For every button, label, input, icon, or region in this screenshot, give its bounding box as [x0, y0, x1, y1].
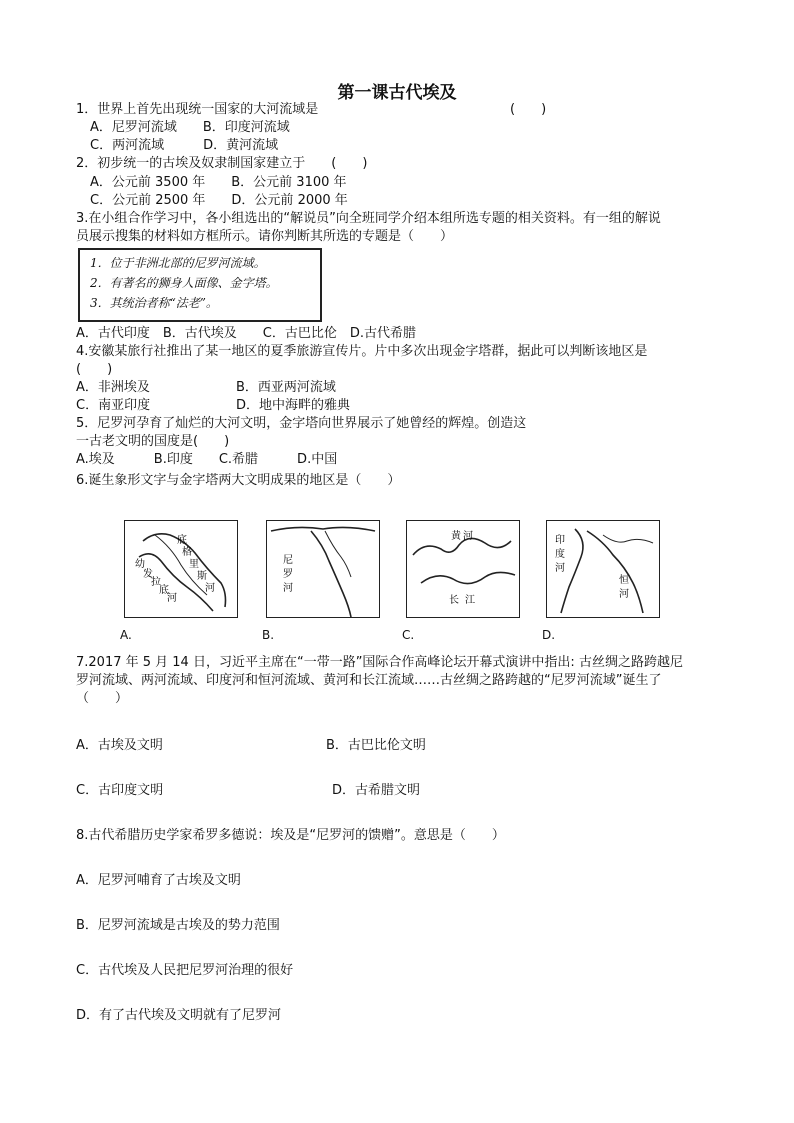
q4-option-c: C．南亚印度 [76, 398, 151, 413]
map-label-d: D. [542, 628, 556, 642]
q5-line1: 5．尼罗河孕育了灿烂的大河文明，金字塔向世界展示了她曾经的辉煌。创造这 [76, 416, 527, 431]
map-option-a [124, 520, 238, 618]
q7-option-b: B．古巴比伦文明 [326, 738, 426, 753]
q8-stem: 8.古代希腊历史学家希罗多德说：埃及是“尼罗河的馈赠”。意思是（ ） [76, 828, 505, 843]
q5-options: A.埃及 B.印度 C.希腊 D.中国 [76, 452, 338, 467]
page-title: 第一课古代埃及 [337, 83, 457, 103]
map-d-char: 恒 [619, 575, 629, 586]
map-a-char: 斯 [197, 571, 207, 582]
map-a-char: 发 [143, 569, 153, 580]
q4-option-d: D．地中海畔的雅典 [236, 398, 351, 413]
map-b-char: 尼 [283, 555, 293, 566]
map-c-char: 河 [463, 531, 473, 542]
q3-options: A．古代印度 B．古代埃及 C．古巴比伦 D.古代希腊 [76, 326, 417, 341]
q1-stem: 1．世界上首先出现统一国家的大河流域是 [76, 102, 319, 117]
q4-line1: 4.安徽某旅行社推出了某一地区的夏季旅游宣传片。片中多次出现金字塔群，据此可以判断该地区是 [76, 344, 648, 359]
map-d-char: 河 [555, 563, 565, 574]
q7-option-c: C．古印度文明 [76, 783, 164, 798]
q7-line1: 7.2017 年 5 月 14 日，习近平主席在“一带一路”国际合作高峰论坛开幕式演讲中指出: 古丝绸之路跨越尼 [76, 655, 683, 670]
q8-option-b: B．尼罗河流域是古埃及的势力范围 [76, 918, 280, 933]
q7-line2: 罗河流域、两河流域、印度河和恒河流域、黄河和长江流域……古丝绸之路跨越的“尼罗河流域”诞生了 [76, 673, 662, 688]
map-option-b [266, 520, 380, 618]
map-a-char: 底 [159, 585, 169, 596]
map-option-c [406, 520, 520, 618]
q7-line3: （ ） [76, 691, 129, 706]
q3-line2: 员展示搜集的材料如方框所示。请你判断其所选的专题是（ ） [76, 229, 454, 244]
map-a-char: 幼 [135, 559, 145, 570]
map-d-char: 河 [619, 589, 629, 600]
q6-stem: 6.诞生象形文字与金字塔两大文明成果的地区是（ ） [76, 473, 401, 488]
map-c-char: 长 [449, 595, 459, 606]
map-a-char: 拉 [151, 577, 161, 588]
q4-option-b: B．西亚两河流域 [236, 380, 336, 395]
q1-options-cd: C．两河流域 D．黄河流域 [90, 138, 279, 153]
q8-option-a: A．尼罗河哺育了古埃及文明 [76, 873, 241, 888]
map-b-char: 罗 [283, 569, 293, 580]
map-label-c: C. [402, 628, 415, 642]
q1-options-ab: A．尼罗河流域 B．印度河流域 [90, 120, 290, 135]
map-a-char: 河 [205, 583, 215, 594]
q2-stem: 2．初步统一的古埃及奴隶制国家建立于 ( ) [76, 156, 368, 171]
q2-options-cd: C．公元前 2500 年 D．公元前 2000 年 [90, 193, 348, 208]
map-c-drawing [407, 521, 519, 617]
map-option-d [546, 520, 660, 618]
map-a-char: 格 [182, 547, 192, 558]
q3-material-box [78, 248, 322, 322]
map-b-drawing [267, 521, 379, 617]
q8-option-c: C．古代埃及人民把尼罗河治理的很好 [76, 963, 294, 978]
map-label-b: B. [262, 628, 275, 642]
q3-box-line: 3．其统治者称“法老”。 [90, 296, 218, 310]
map-d-char: 印 [555, 535, 565, 546]
q2-options-ab: A．公元前 3500 年 B．公元前 3100 年 [90, 175, 347, 190]
q1-answer-paren: ( ) [510, 102, 547, 117]
q3-line1: 3.在小组合作学习中，各小组选出的“解说员”向全班同学介绍本组所选专题的相关资料。有一组的解说 [76, 211, 661, 226]
q3-box-line: 2．有著名的狮身人面像、金字塔。 [90, 276, 278, 290]
q5-line2: 一古老文明的国度是( ) [76, 434, 230, 449]
map-d-drawing [547, 521, 659, 617]
q7-option-d: D．古希腊文明 [332, 783, 421, 798]
map-a-char: 里 [189, 559, 199, 570]
map-a-char: 底 [177, 535, 187, 546]
map-c-char: 江 [465, 595, 475, 606]
q3-box-line: 1．位于非洲北部的尼罗河流域。 [90, 256, 266, 270]
q8-option-d: D．有了古代埃及文明就有了尼罗河 [76, 1008, 282, 1023]
map-a-drawing [125, 521, 237, 617]
map-label-a: A. [120, 628, 132, 642]
q4-line2: ( ) [76, 362, 113, 377]
map-d-char: 度 [555, 549, 565, 560]
map-b-char: 河 [283, 583, 293, 594]
map-a-char: 河 [167, 593, 177, 604]
map-c-char: 黄 [451, 531, 461, 542]
q7-option-a: A．古埃及文明 [76, 738, 163, 753]
q4-option-a: A．非洲埃及 [76, 380, 150, 395]
